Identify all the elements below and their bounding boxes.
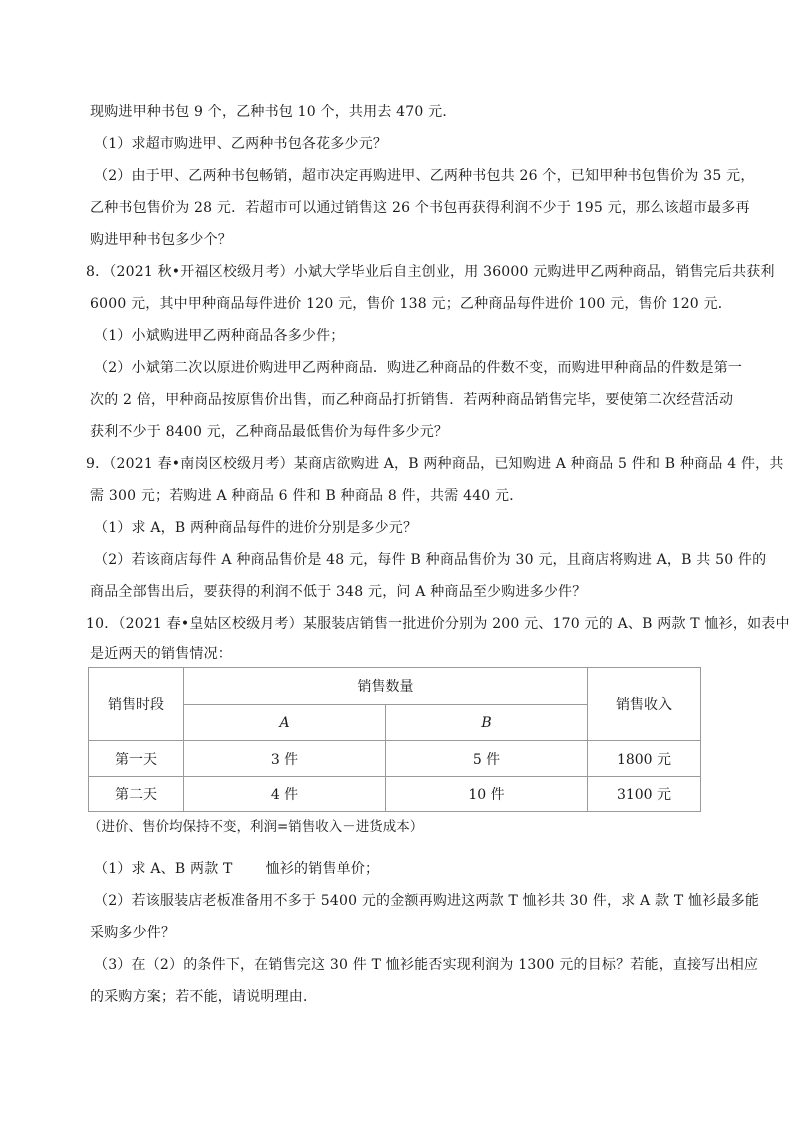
table-note: （进价、售价均保持不变，利润=销售收入－进货成本） — [88, 819, 424, 835]
problem8-question-1: （1）小斌购进甲乙两种商品各多少件； — [94, 328, 345, 344]
problem7-text-line: 现购进甲种书包 9 个，乙种书包 10 个，共用去 470 元． — [90, 104, 457, 120]
problem9-question-2-cont: 商品全部售出后，要获得的利润不低于 348 元，问 A 种商品至少购进多少件？ — [90, 584, 587, 600]
problem10-question-1: （1）求 A、B 两款 T 恤衫的销售单价； — [94, 861, 380, 877]
table-cell-period: 第二天 — [89, 777, 184, 812]
problem9-question-2: （2）若该商店每件 A 种商品售价是 48 元，每件 B 种商品售价为 30 元，且商店将购进 A，B 共 50 件的 — [94, 552, 767, 568]
problem9-text-line: 需 300 元；若购进 A 种商品 6 件和 B 种商品 8 件，共需 440 元． — [90, 488, 524, 504]
table-header-a: A — [184, 705, 386, 741]
problem7-question-2-cont: 乙种书包售价为 28 元．若超市可以通过销售这 26 个书包再获得利润不少于 195 元，那么该超市最多再 — [90, 200, 750, 216]
problem8-text-line: 6000 元，其中甲种商品每件进价 120 元，售价 138 元；乙种商品每件进价 100 元，售价 120 元． — [90, 296, 732, 312]
problem9-question-1: （1）求 A，B 两种商品每件的进价分别是多少元？ — [94, 520, 418, 536]
problem8-heading: 8．（2021 秋•开福区校级月考）小斌大学毕业后自主创业，用 36000 元购进甲乙两种商品，销售完后共获利 — [86, 264, 775, 280]
table-header-b: B — [386, 705, 588, 741]
problem8-question-2: （2）小斌第二次以原进价购进甲乙两种商品．购进乙种商品的件数不变，而购进甲种商品的件数是第一 — [94, 360, 743, 376]
table-row — [89, 741, 701, 777]
table-cell-income: 1800 元 — [588, 741, 701, 777]
table-cell-b: 5 件 — [386, 741, 588, 777]
problem10-question-2: （2）若该服装店老板准备用不多于 5400 元的金额再购进这两款 T 恤衫共 30 件，求 A 款 T 恤衫最多能 — [94, 893, 760, 909]
problem7-question-2-cont: 购进甲种书包多少个？ — [90, 232, 232, 248]
table-cell-b: 10 件 — [386, 777, 588, 812]
problem8-question-2-cont: 次的 2 倍，甲种商品按原售价出售，而乙种商品打折销售．若两种商品销售完毕，要使第二次经营活动 — [90, 392, 734, 408]
table-cell-period: 第一天 — [89, 741, 184, 777]
table-header-quantity: 销售数量 — [184, 668, 588, 705]
problem10-heading: 10．（2021 春•皇姑区校级月考）某服装店销售一批进价分别为 200 元、170 元的 A、B 两款 T 恤衫，如表中 — [86, 616, 790, 632]
table-cell-a: 3 件 — [184, 741, 386, 777]
sales-table — [88, 667, 701, 812]
problem10-question-2-cont: 采购多少件？ — [90, 925, 176, 941]
table-cell-income: 3100 元 — [588, 777, 701, 812]
problem10-question-3: （3）在（2）的条件下，在销售完这 30 件 T 恤衫能否实现利润为 1300 元的目标？若能，直接写出相应 — [94, 957, 759, 973]
problem10-text-line: 是近两天的销售情况： — [90, 646, 232, 662]
table-header-period: 销售时段 — [89, 668, 184, 741]
problem10-question-3-cont: 的采购方案；若不能，请说明理由． — [90, 989, 318, 1005]
problem9-heading: 9．（2021 春•南岗区校级月考）某商店欲购进 A，B 两种商品，已知购进 A 种商品 5 件和 B 种商品 4 件，共 — [86, 456, 784, 472]
problem8-question-2-cont: 获利不少于 8400 元，乙种商品最低售价为每件多少元？ — [90, 424, 449, 440]
problem7-question-1: （1）求超市购进甲、乙两种书包各花多少元？ — [94, 136, 388, 152]
problem7-question-2: （2）由于甲、乙两种书包畅销，超市决定再购进甲、乙两种书包共 26 个，已知甲种书包售价为 35 元， — [94, 168, 755, 184]
table-header-income: 销售收入 — [588, 668, 701, 741]
table-cell-a: 4 件 — [184, 777, 386, 812]
table-row — [89, 777, 701, 812]
